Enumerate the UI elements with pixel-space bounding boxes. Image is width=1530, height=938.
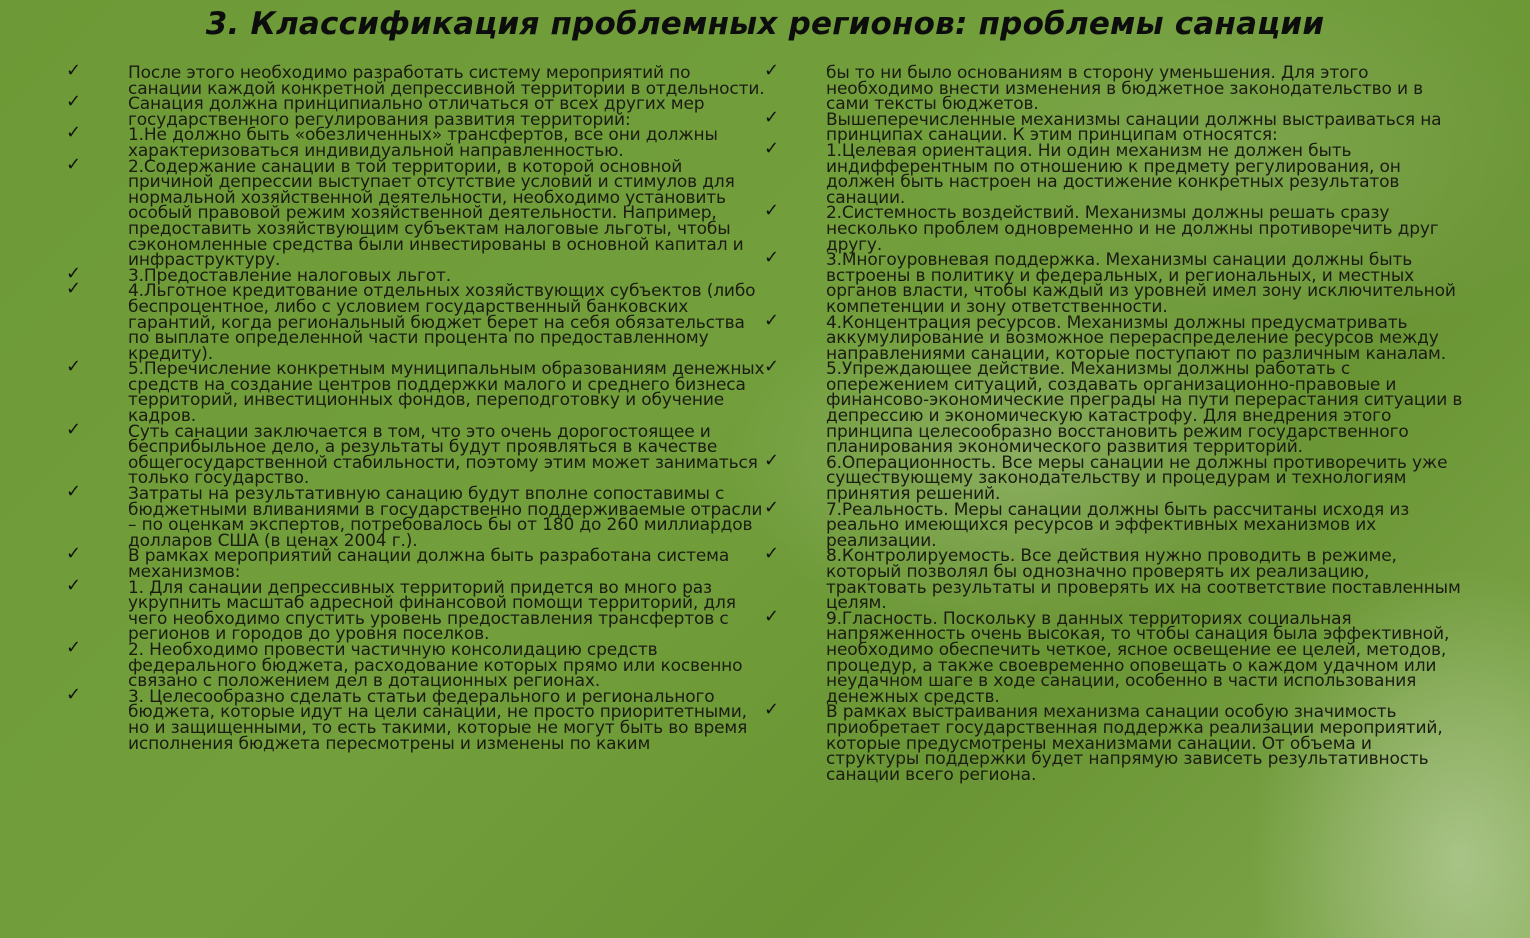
checkmark-icon: ✓ bbox=[764, 309, 779, 331]
checkmark-icon: ✓ bbox=[66, 153, 81, 175]
checkmark-icon: ✓ bbox=[66, 543, 81, 565]
checkmark-icon: ✓ bbox=[66, 418, 81, 440]
checkmark-icon: ✓ bbox=[764, 449, 779, 471]
checkmark-icon: ✓ bbox=[764, 356, 779, 378]
bullet-text: После этого необходимо разработать систему мероприятий по санации каждой конкретной депрессивной территории в отдельности. bbox=[128, 63, 765, 99]
checkmark-icon: ✓ bbox=[764, 605, 779, 627]
bullet-item bbox=[764, 247, 1464, 317]
bullet-text: 4.Концентрация ресурсов. Механизмы должны предусматривать аккумулирование и возможное перераспределение ресурсов между направлениями санации, которые поступают по различным каналам. bbox=[826, 312, 1446, 364]
slide-title: 3. Классификация проблемных регионов: проблемы санации bbox=[205, 6, 1325, 42]
bullet-item bbox=[66, 683, 766, 754]
checkmark-icon: ✓ bbox=[764, 496, 779, 518]
checkmark-icon: ✓ bbox=[764, 247, 779, 269]
bullet-text: 2.Системность воздействий. Механизмы должны решать сразу несколько проблем одновременно и не должны противоречить друг другу. bbox=[826, 203, 1439, 255]
bullet-item bbox=[66, 60, 766, 99]
checkmark-icon: ✓ bbox=[66, 481, 81, 503]
checkmark-icon: ✓ bbox=[764, 106, 779, 128]
bullet-item bbox=[764, 356, 1464, 458]
bullet-text: 4.Льготное кредитование отдельных хозяйствующих субъектов (либо беспроцентное, либо с условием государственный банковских гарантий, когда региональный бюджет берет на себя обязательства по выплате определенной части процента по предоставленному кредиту). bbox=[128, 281, 756, 364]
bullet-item bbox=[764, 699, 1464, 785]
bullet-text: 1.Не должно быть «обезличенных» трансфертов, все они должны характеризоваться индивидуальной направленностью. bbox=[128, 125, 718, 161]
bullet-text: В рамках мероприятий санации должна быть разработана система механизмов: bbox=[128, 546, 730, 582]
bullet-item bbox=[764, 543, 1464, 614]
bullet-item bbox=[764, 496, 1464, 551]
bullet-text: 5.Упреждающее действие. Механизмы должны работать с опережением ситуаций, создавать организационно-правовые и финансово-экономические преграды на пути перерастания ситуации в депрессию и экономическую катастрофу. Для внедрения этого принципа целесообразно восстановить режим государственного планирования экономического развития территорий. bbox=[826, 359, 1463, 458]
bullet-text: 5.Перечисление конкретным муниципальным образованиям денежных средств на создание центров поддержки малого и среднего бизнеса территорий, инвестиционных фондов, переподготовку и обучение кадров. bbox=[128, 359, 765, 427]
bullet-item bbox=[764, 449, 1464, 505]
bullet-item bbox=[764, 60, 1464, 115]
bullet-item bbox=[764, 200, 1464, 255]
bullet-item bbox=[66, 481, 766, 551]
bullet-item bbox=[66, 543, 766, 582]
bullet-item bbox=[66, 636, 766, 692]
checkmark-icon: ✓ bbox=[764, 699, 779, 721]
bullet-text: В рамках выстраивания механизма санации особую значимость приобретает государственная поддержка реализации мероприятий, которые предусмотрены механизмами санации. От объема и структуры поддержки будет напрямую зависеть результативность санации всего региона. bbox=[826, 702, 1443, 785]
bullet-text: Суть санации заключается в том, что это очень дорогостоящее и бесприбыльное дело, а результаты будут проявляться в качестве общегосударственной стабильности, поэтому этим может заниматься только государство. bbox=[128, 421, 758, 489]
checkmark-icon: ✓ bbox=[66, 356, 81, 378]
bullet-item bbox=[66, 356, 766, 427]
bullet-item bbox=[66, 122, 766, 161]
bullet-item bbox=[764, 137, 1464, 208]
bullet-item bbox=[764, 106, 1464, 146]
bullet-text: 3.Предоставление налоговых льгот. bbox=[128, 265, 452, 286]
checkmark-icon: ✓ bbox=[66, 60, 81, 81]
bullet-text: 7.Реальность. Меры санации должны быть рассчитаны исходя из реально имеющихся ресурсов и эффективных механизмов их реализации. bbox=[826, 499, 1410, 551]
checkmark-icon: ✓ bbox=[764, 200, 779, 222]
bullet-text: бы то ни было основаниям в сторону уменьшения. Для этого необходимо внести изменения в бюджетное законодательство и в сами тексты бюджетов. bbox=[826, 63, 1424, 115]
bullet-text: 3.Многоуровневая поддержка. Механизмы санации должны быть встроены в политику и федеральных, и региональных, и местных органов власти, чтобы каждый из уровней имел зону исключительной компетенции и зону ответственности. bbox=[826, 250, 1456, 317]
bullet-text: 3. Целесообразно сделать статьи федерального и регионального бюджета, которые идут на цели санации, не просто приоритетными, но и защищенными, то есть такими, которые не могут быть во время исполнения бюджета пересмотрены и изменены по каким bbox=[128, 686, 748, 754]
bullet-text: 2. Необходимо провести частичную консолидацию средств федерального бюджета, расходование которых прямо или косвенно связано с положением дел в дотационных регионах. bbox=[128, 639, 743, 692]
checkmark-icon: ✓ bbox=[66, 278, 81, 300]
bullet-text: Санация должна принципиально отличаться от всех других мер государственного регулирования развития территорий: bbox=[128, 94, 705, 130]
checkmark-icon: ✓ bbox=[66, 91, 81, 113]
checkmark-icon: ✓ bbox=[66, 683, 81, 705]
checkmark-icon: ✓ bbox=[66, 574, 81, 596]
bullet-item bbox=[764, 309, 1464, 364]
bullet-text: 6.Операционность. Все меры санации не должны противоречить уже существующему законодательству и процедурам и технологиям принятия решений. bbox=[826, 452, 1448, 505]
bullet-text: 8.Контролируемость. Все действия нужно проводить в режиме, который позволял бы однозначно проверять их реализацию, трактовать результаты и проверять их на соответствие поставленным целям. bbox=[826, 546, 1461, 614]
left-column bbox=[66, 60, 766, 754]
bullet-item bbox=[66, 418, 766, 489]
checkmark-icon: ✓ bbox=[66, 122, 81, 144]
bullet-text: Затраты на результативную санацию будут вполне сопоставимы с бюджетными вливаниями в государственно поддерживаемые отрасли – по оценкам экспертов, потребовалось бы от 180 до 260 миллиардов долларов США (в ценах 2004 г.). bbox=[128, 484, 763, 551]
checkmark-icon: ✓ bbox=[66, 262, 81, 284]
bullet-item bbox=[66, 574, 766, 645]
checkmark-icon: ✓ bbox=[764, 60, 779, 81]
bullet-item bbox=[66, 278, 766, 364]
bullet-item bbox=[66, 153, 766, 271]
bullet-item bbox=[66, 91, 766, 130]
bullet-text: 1.Целевая ориентация. Ни один механизм не должен быть индифферентным по отношению к предмету регулирования, он должен быть настроен на достижение конкретных результатов санации. bbox=[826, 140, 1401, 208]
bullet-text: Вышеперечисленные механизмы санации должны выстраиваться на принципах санации. К этим принципам относятся: bbox=[826, 109, 1442, 146]
checkmark-icon: ✓ bbox=[66, 636, 81, 658]
checkmark-icon: ✓ bbox=[764, 543, 779, 565]
bullet-text: 9.Гласность. Поскольку в данных территориях социальная напряженность очень высокая, то чтобы санация была эффективной, необходимо обеспечить четкое, ясное освещение ее целей, методов, процедур, а также своевременно оповещать о каждом удачном или неудачном шаге в ходе санации, особенно в части использования денежных средств. bbox=[826, 608, 1450, 707]
bullet-text: 2.Содержание санации в той территории, в которой основной причиной депрессии выступает отсутствие условий и стимулов для нормальной хозяйственной деятельности, необходимо установить особый правовой режим хозяйственной деятельности. Например, предоставить хозяйствующим субъектам налоговые льготы, чтобы сэкономленные средства были инвестированы в основной капитал и инфраструктуру. bbox=[128, 156, 744, 271]
bullet-item bbox=[764, 605, 1464, 707]
checkmark-icon: ✓ bbox=[764, 137, 779, 159]
bullet-text: 1. Для санации депрессивных территорий придется во много раз укрупнить масштаб адресной финансовой помощи территорий, для чего необходимо спустить уровень предоставления трансфертов с регионов и городов до уровня поселков. bbox=[128, 577, 736, 645]
right-column bbox=[764, 60, 1464, 785]
